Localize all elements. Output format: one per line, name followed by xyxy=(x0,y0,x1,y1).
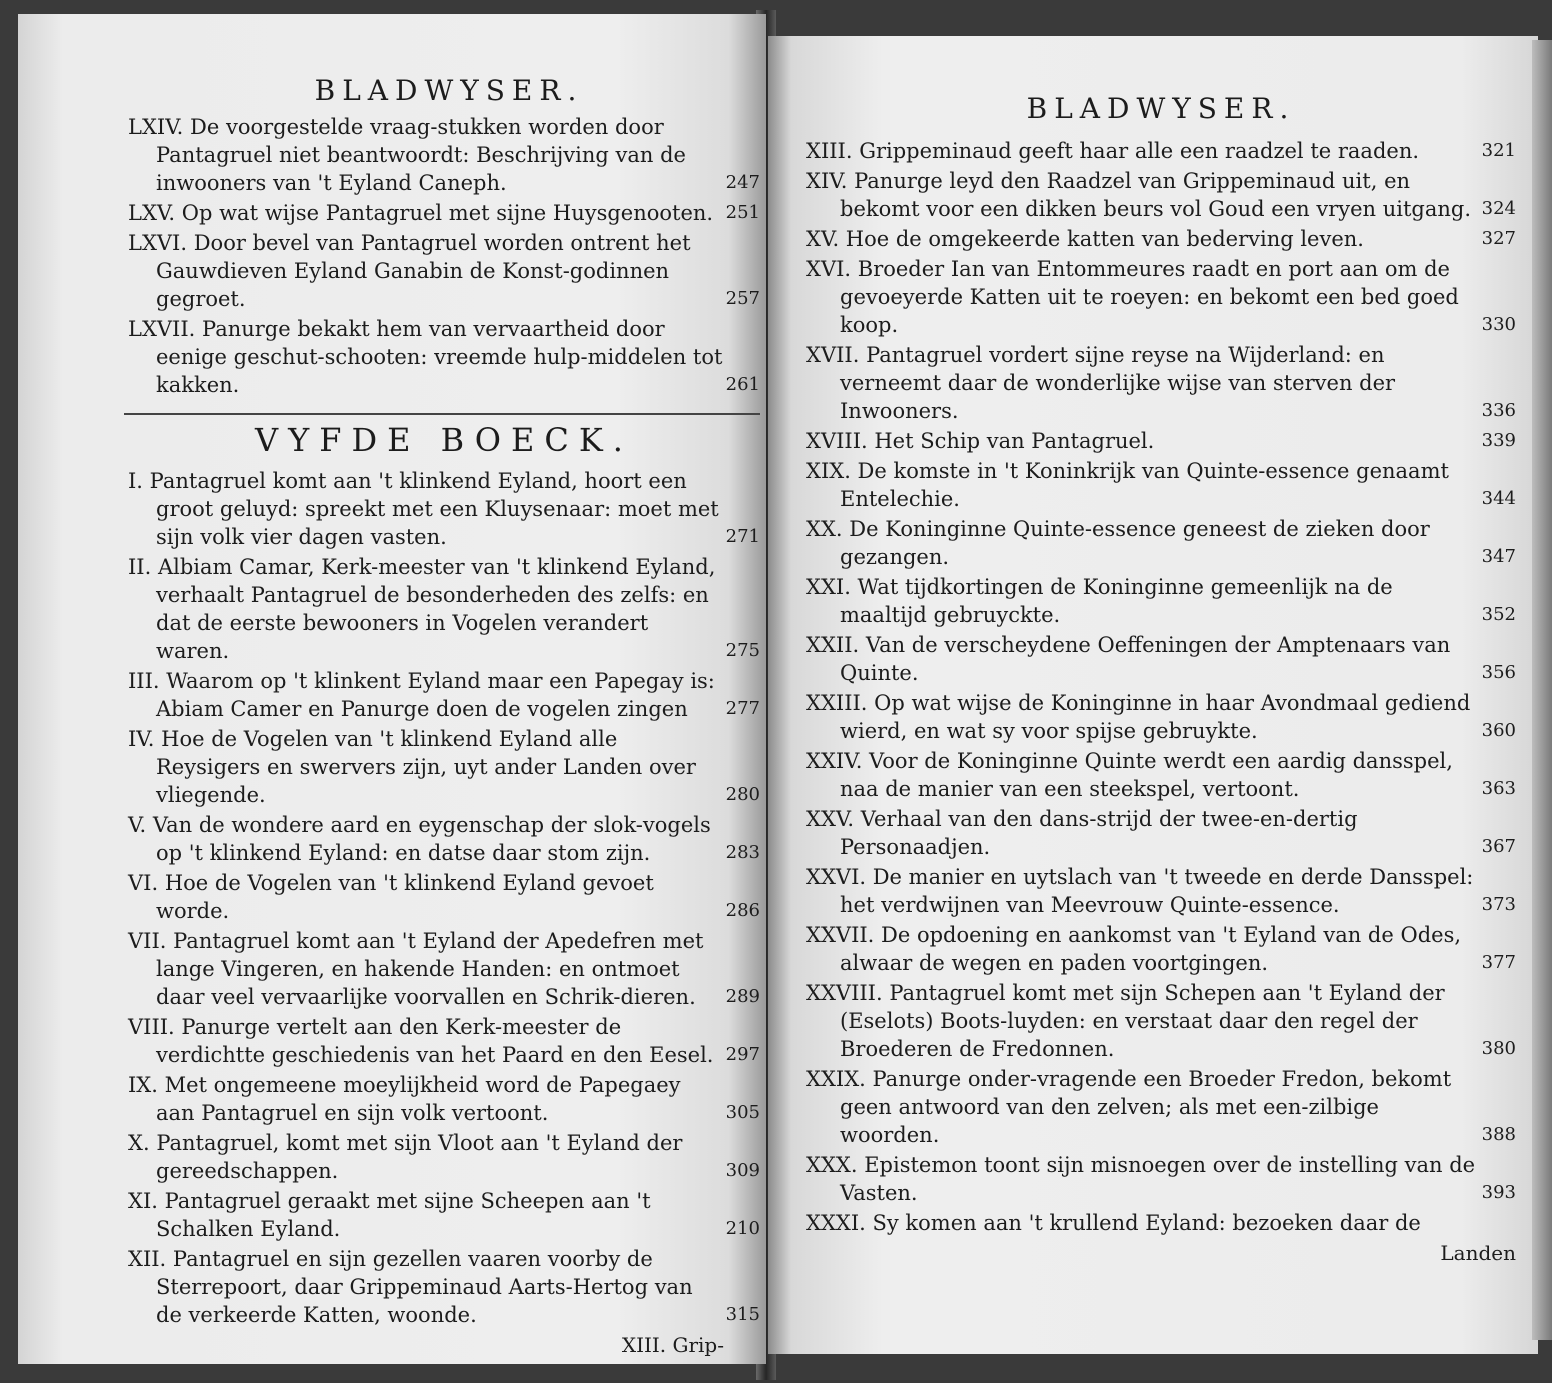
entry-number: III. xyxy=(128,669,167,693)
catchword: XIII. Grip- xyxy=(621,1333,724,1357)
entry-text: Pantagruel komt aan 't klinkend Eyland, hoort een groot geluyd: spreekt met een Kluysenaar: moet met sijn volk vier dagen vasten. xyxy=(149,469,719,549)
entry-number: XX. xyxy=(806,517,850,541)
entry-text: Pantagruel en sijn gezellen vaaren voorby de Sterrepoort, daar Grippeminaud Aarts-Hertog van de verkeerde Katten, woonde. xyxy=(156,1247,693,1327)
entry-page-number: 286 xyxy=(725,900,760,921)
entry-page-number: 247 xyxy=(725,172,760,193)
entry-text: Van de verscheydene Oeffeningen der Amptenaars van Quinte. xyxy=(840,633,1451,685)
entry-text: Panurge bekakt hem van vervaartheid door eenige geschut-schooten: vreemde hulp-middelen tot kakken. xyxy=(156,317,723,397)
entry-text: De opdoening en aankomst van 't Eyland van de Odes, alwaar de wegen en paden voortgingen. xyxy=(840,923,1462,975)
page-header: BLADWYSER. xyxy=(314,74,584,107)
toc-entry xyxy=(806,863,1516,919)
entry-number: IX. xyxy=(128,1073,165,1097)
entry-text: De manier en uytslach van 't tweede en derde Dansspel: het verdwijnen van Meevrouw Quinte-essence. xyxy=(840,865,1474,917)
toc-entry xyxy=(806,427,1516,455)
toc-entry xyxy=(128,1245,760,1329)
entry-number: XXII. xyxy=(806,633,866,657)
entry-number: X. xyxy=(128,1131,157,1155)
toc-entry xyxy=(128,467,760,551)
entry-number: XXVIII. xyxy=(806,981,890,1005)
entry-number: VII. xyxy=(128,929,174,953)
toc-entry xyxy=(128,1187,760,1243)
toc-entry xyxy=(128,315,760,399)
toc-entry xyxy=(128,199,760,227)
toc-entry xyxy=(128,113,760,197)
toc-entry xyxy=(128,553,760,665)
entry-text: Epistemon toont sijn misnoegen over de instelling van de Vasten. xyxy=(840,1153,1476,1205)
entry-number: LXVI. xyxy=(128,231,194,255)
entry-page-number: 251 xyxy=(725,202,760,223)
left-page xyxy=(18,14,766,1364)
entry-number: XVI. xyxy=(806,257,858,281)
entry-text: Pantagruel vordert sijne reyse na Wijderland: en verneemt daar de wonderlijke wijse van sterven der Inwooners. xyxy=(840,343,1396,423)
entry-page-number: 261 xyxy=(725,374,760,395)
entry-page-number: 271 xyxy=(725,526,760,547)
toc-entry xyxy=(128,229,760,313)
entry-number: IV. xyxy=(128,727,162,751)
toc-entry xyxy=(806,689,1516,745)
entry-page-number: 257 xyxy=(725,288,760,309)
toc-entry xyxy=(806,137,1516,165)
entry-number: XII. xyxy=(128,1247,173,1271)
entry-text: Pantagruel komt aan 't Eyland der Apedefren met lange Vingeren, en hakende Handen: en ontmoet daar veel vervaarlijke voorvallen en Schrik-dieren. xyxy=(156,929,704,1009)
entry-text: Hoe de Vogelen van 't klinkend Eyland gevoet worde. xyxy=(156,871,654,923)
entry-text: Hoe de Vogelen van 't klinkend Eyland alle Reysigers en swervers zijn, uyt ander Landen over vliegende. xyxy=(156,727,696,807)
entry-number: XXVI. xyxy=(806,865,873,889)
toc-entry xyxy=(128,811,760,867)
entry-text: Sy komen aan 't krullend Eyland: bezoeken daar de xyxy=(872,1211,1421,1235)
toc-entry xyxy=(806,631,1516,687)
toc-entry xyxy=(128,725,760,809)
entry-number: XXX. xyxy=(806,1153,865,1177)
toc-entry xyxy=(128,1013,760,1069)
entry-number: XXVII. xyxy=(806,923,882,947)
toc-entry xyxy=(128,927,760,1011)
toc-entry xyxy=(806,255,1516,339)
catchword: Landen xyxy=(1440,1241,1516,1265)
book-title: VYFDE BOECK. xyxy=(255,421,633,459)
entry-page-number: 297 xyxy=(725,1044,760,1065)
toc-entry xyxy=(806,167,1516,223)
entry-text: Met ongemeene moeylijkheid word de Papegaey aan Pantagruel en sijn volk vertoont. xyxy=(156,1073,681,1125)
entry-text: Pantagruel komt met sijn Schepen aan 't Eyland der (Eselots) Boots-luyden: en verstaat daar den regel der Broederen de Fredonnen. xyxy=(840,981,1445,1061)
entry-page-number: 283 xyxy=(725,842,760,863)
entry-number: XIII. xyxy=(806,139,860,163)
right-page xyxy=(768,36,1538,1354)
entry-text: De voorgestelde vraag-stukken worden door Pantagruel niet beantwoordt: Beschrijving van de inwooners van 't Eyland Caneph. xyxy=(156,115,686,195)
toc-entry xyxy=(128,1129,760,1185)
entry-number: XXIII. xyxy=(806,691,875,715)
entry-number: XVII. xyxy=(806,343,867,367)
entry-page-number: 315 xyxy=(725,1304,760,1325)
section-rule xyxy=(124,413,760,415)
entry-text: Waarom op 't klinkent Eyland maar een Papegay is: Abiam Camer en Panurge doen de vogelen zingen xyxy=(156,669,715,721)
entry-text: Van de wondere aard en eygenschap der slok-vogels op 't klinkend Eyland: en datse daar stom zijn. xyxy=(152,813,711,865)
entry-text: Door bevel van Pantagruel worden ontrent het Gauwdieven Eyland Ganabin de Konst-godinnen gegroet. xyxy=(156,231,691,311)
entry-number: XXXI. xyxy=(806,1211,873,1235)
entry-text: Op wat wijse Pantagruel met sijne Huysgenooten. xyxy=(181,201,714,225)
entry-number: XI. xyxy=(128,1189,165,1213)
toc-entry xyxy=(128,667,760,723)
toc-entry xyxy=(806,979,1516,1063)
entry-text: De komste in 't Koninkrijk van Quinte-essence genaamt Entelechie. xyxy=(840,459,1449,511)
entry-number: LXVII. xyxy=(128,317,203,341)
toc-entry xyxy=(806,921,1516,977)
entry-text: Broeder Ian van Entommeures raadt en port aan om de gevoeyerde Katten uit te roeyen: en bekomt een bed goed koop. xyxy=(840,257,1459,337)
entry-number: V. xyxy=(128,813,153,837)
entry-number: XIX. xyxy=(806,459,858,483)
entry-text: Wat tijdkortingen de Koninginne gemeenlijk na de maaltijd gebruyckte. xyxy=(840,575,1393,627)
page-edge xyxy=(1532,40,1552,1340)
entry-number: XV. xyxy=(806,227,846,251)
entry-number: XXIV. xyxy=(806,749,870,773)
entry-page-number: 280 xyxy=(725,784,760,805)
entry-list-top xyxy=(128,113,760,399)
entry-number: XXV. xyxy=(806,807,861,831)
toc-entry xyxy=(806,341,1516,425)
entry-page-number: 210 xyxy=(725,1218,760,1239)
entry-text: Panurge vertelt aan den Kerk-meester de verdichtte geschiedenis van het Paard en den Eesel. xyxy=(156,1015,714,1067)
entry-text: Pantagruel geraakt met sijne Scheepen aan 't Schalken Eyland. xyxy=(156,1189,651,1241)
entry-text: Verhaal van den dans-strijd der twee-en-dertig Personaadjen. xyxy=(840,807,1358,859)
entry-number: XIV. xyxy=(806,169,855,193)
toc-entry xyxy=(806,515,1516,571)
entry-text: Voor de Koninginne Quinte werdt een aardig dansspel, naa de manier van een steekspel, vertoont. xyxy=(840,749,1453,801)
entry-text: Panurge onder-vragende een Broeder Fredon, bekomt geen antwoord van den zelven; als met een-zilbige woorden. xyxy=(840,1067,1452,1147)
entry-number: XXIX. xyxy=(806,1067,873,1091)
entry-list xyxy=(806,137,1516,1237)
entry-number: VI. xyxy=(128,871,165,895)
entry-text: Panurge leyd den Raadzel van Grippeminaud uit, en bekomt voor een dikken beurs vol Goud een vryen uitgang. xyxy=(840,169,1472,221)
page-header: BLADWYSER. xyxy=(1026,92,1296,125)
entry-text: Grippeminaud geeft haar alle een raadzel te raaden. xyxy=(859,139,1420,163)
entry-text: Hoe de omgekeerde katten van bederving leven. xyxy=(845,227,1364,251)
entry-number: LXV. xyxy=(128,201,182,225)
toc-entry xyxy=(806,747,1516,803)
entry-text: De Koninginne Quinte-essence geneest de zieken door gezangen. xyxy=(840,517,1430,569)
toc-entry xyxy=(806,1209,1516,1237)
toc-entry xyxy=(806,1065,1516,1149)
entry-page-number: 289 xyxy=(725,986,760,1007)
toc-entry xyxy=(128,869,760,925)
entry-page-number: 275 xyxy=(725,640,760,661)
entry-page-number: 277 xyxy=(725,698,760,719)
entry-number: II. xyxy=(128,555,158,579)
entry-page-number: 309 xyxy=(725,1160,760,1181)
entry-text: Op wat wijse de Koninginne in haar Avondmaal gediend wierd, en wat sy voor spijse gebruykte. xyxy=(840,691,1471,743)
entry-list-bottom xyxy=(128,467,760,1329)
entry-number: XVIII. xyxy=(806,429,875,453)
toc-entry xyxy=(806,225,1516,253)
entry-number: XXI. xyxy=(806,575,858,599)
toc-entry xyxy=(128,1071,760,1127)
entry-number: I. xyxy=(128,469,150,493)
entry-number: VIII. xyxy=(128,1015,182,1039)
toc-entry xyxy=(806,1151,1516,1207)
toc-entry xyxy=(806,573,1516,629)
entry-text: Albiam Camar, Kerk-meester van 't klinkend Eyland, verhaalt Pantagruel de besonderheden des zelfs: en dat de eerste bewooners in Vogelen verandert waren. xyxy=(156,555,716,663)
entry-text: Pantagruel, komt met sijn Vloot aan 't Eyland der gereedschappen. xyxy=(156,1131,683,1183)
entry-number: LXIV. xyxy=(128,115,191,139)
entry-page-number: 305 xyxy=(725,1102,760,1123)
entry-text: Het Schip van Pantagruel. xyxy=(874,429,1155,453)
toc-entry xyxy=(806,805,1516,861)
toc-entry xyxy=(806,457,1516,513)
